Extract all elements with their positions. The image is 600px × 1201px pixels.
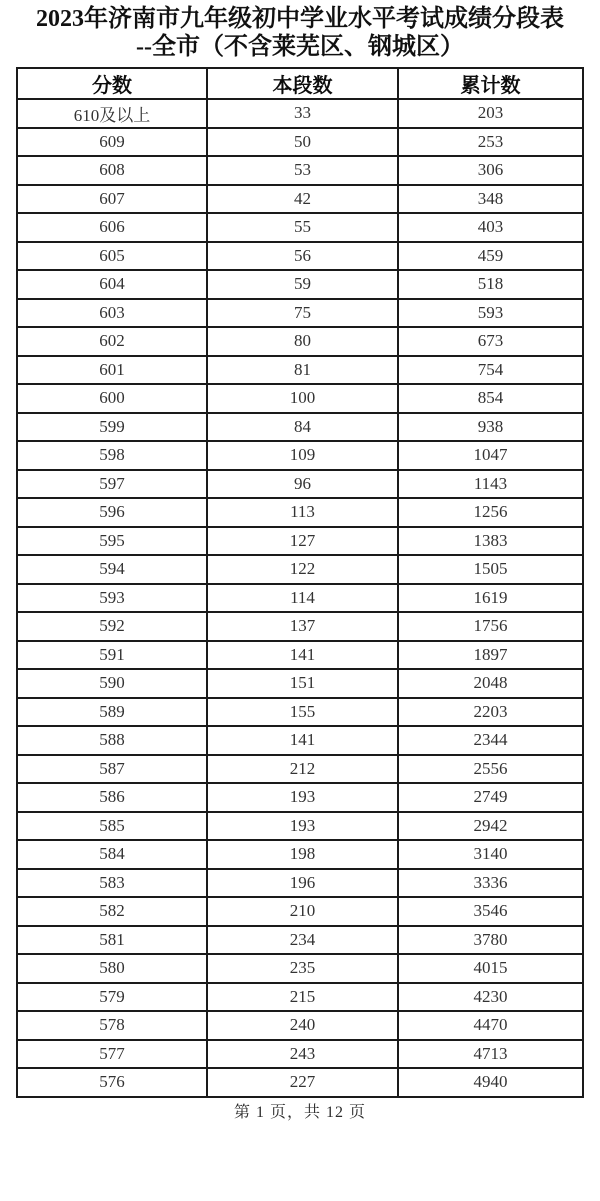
score-cell: 587 [17, 755, 207, 784]
segment-count-cell: 84 [207, 413, 398, 442]
segment-count-cell: 75 [207, 299, 398, 328]
cumulative-count-cell: 1383 [398, 527, 583, 556]
table-row [17, 954, 583, 983]
segment-count-cell: 114 [207, 584, 398, 613]
cumulative-count-cell: 673 [398, 327, 583, 356]
page-number-footer: 第 1 页，共 12 页 [233, 1103, 366, 1121]
segment-count-cell: 243 [207, 1040, 398, 1069]
segment-count-cell: 109 [207, 441, 398, 470]
cumulative-count-cell: 2749 [398, 783, 583, 812]
score-cell: 599 [17, 413, 207, 442]
cumulative-count-cell: 1756 [398, 612, 583, 641]
score-cell: 586 [17, 783, 207, 812]
cumulative-count-cell: 1143 [398, 470, 583, 499]
segment-count-cell: 80 [207, 327, 398, 356]
table-row [17, 783, 583, 812]
table-row [17, 755, 583, 784]
table-row [17, 926, 583, 955]
table-row [17, 356, 583, 385]
cumulative-count-cell: 4470 [398, 1011, 583, 1040]
score-cell: 588 [17, 726, 207, 755]
cumulative-count-cell: 754 [398, 356, 583, 385]
score-cell: 609 [17, 128, 207, 157]
table-row [17, 612, 583, 641]
table-row [17, 242, 583, 271]
segment-count-cell: 235 [207, 954, 398, 983]
segment-count-cell: 53 [207, 156, 398, 185]
table-row [17, 584, 583, 613]
score-cell: 589 [17, 698, 207, 727]
cumulative-count-cell: 938 [398, 413, 583, 442]
cumulative-count-cell: 4015 [398, 954, 583, 983]
table-row [17, 1068, 583, 1097]
score-cell: 600 [17, 384, 207, 413]
cumulative-count-cell: 1505 [398, 555, 583, 584]
segment-count-cell: 240 [207, 1011, 398, 1040]
cumulative-count-cell: 306 [398, 156, 583, 185]
document-title [0, 0, 600, 62]
segment-count-cell: 210 [207, 897, 398, 926]
table-row [17, 840, 583, 869]
cumulative-count-cell: 253 [398, 128, 583, 157]
table-row [17, 156, 583, 185]
score-table-body [17, 99, 583, 1097]
score-cell: 604 [17, 270, 207, 299]
segment-count-cell: 55 [207, 213, 398, 242]
score-cell: 597 [17, 470, 207, 499]
segment-count-cell: 155 [207, 698, 398, 727]
score-cell: 603 [17, 299, 207, 328]
segment-count-cell: 100 [207, 384, 398, 413]
table-row [17, 384, 583, 413]
table-row [17, 669, 583, 698]
table-row [17, 99, 583, 128]
title-line-1: 2023年济南市九年级初中学业水平考试成绩分段表 [36, 6, 564, 32]
segment-count-cell: 193 [207, 812, 398, 841]
cumulative-count-cell: 1619 [398, 584, 583, 613]
table-row [17, 698, 583, 727]
table-row [17, 185, 583, 214]
segment-count-cell: 137 [207, 612, 398, 641]
score-cell: 598 [17, 441, 207, 470]
score-cell: 593 [17, 584, 207, 613]
score-cell: 595 [17, 527, 207, 556]
table-row [17, 555, 583, 584]
segment-count-cell: 33 [207, 99, 398, 128]
cumulative-count-cell: 3546 [398, 897, 583, 926]
score-cell: 578 [17, 1011, 207, 1040]
table-row [17, 983, 583, 1012]
table-row [17, 327, 583, 356]
table-row [17, 441, 583, 470]
table-row [17, 213, 583, 242]
score-cell: 590 [17, 669, 207, 698]
title-line-2: --全市（不含莱芜区、钢城区） [136, 34, 464, 60]
table-row [17, 897, 583, 926]
cumulative-count-cell: 4230 [398, 983, 583, 1012]
table-row [17, 470, 583, 499]
cumulative-count-cell: 1047 [398, 441, 583, 470]
segment-count-cell: 122 [207, 555, 398, 584]
table-row [17, 128, 583, 157]
segment-count-cell: 127 [207, 527, 398, 556]
score-cell: 605 [17, 242, 207, 271]
table-row [17, 869, 583, 898]
segment-count-cell: 196 [207, 869, 398, 898]
table-row [17, 1011, 583, 1040]
score-cell: 591 [17, 641, 207, 670]
segment-count-cell: 113 [207, 498, 398, 527]
score-cell: 601 [17, 356, 207, 385]
cumulative-count-cell: 459 [398, 242, 583, 271]
cumulative-count-cell: 2203 [398, 698, 583, 727]
score-cell: 606 [17, 213, 207, 242]
score-cell: 576 [17, 1068, 207, 1097]
cumulative-count-cell: 1897 [398, 641, 583, 670]
header-score: 分数 [17, 68, 207, 99]
table-row [17, 1040, 583, 1069]
score-cell: 610及以上 [17, 99, 207, 128]
score-cell: 583 [17, 869, 207, 898]
cumulative-count-cell: 403 [398, 213, 583, 242]
cumulative-count-cell: 3780 [398, 926, 583, 955]
cumulative-count-cell: 4940 [398, 1068, 583, 1097]
table-row [17, 498, 583, 527]
cumulative-count-cell: 1256 [398, 498, 583, 527]
header-segment-count: 本段数 [207, 68, 398, 99]
score-table-header [17, 68, 583, 99]
cumulative-count-cell: 4713 [398, 1040, 583, 1069]
score-cell: 607 [17, 185, 207, 214]
segment-count-cell: 215 [207, 983, 398, 1012]
cumulative-count-cell: 2344 [398, 726, 583, 755]
score-cell: 579 [17, 983, 207, 1012]
segment-count-cell: 193 [207, 783, 398, 812]
segment-count-cell: 59 [207, 270, 398, 299]
table-row [17, 726, 583, 755]
cumulative-count-cell: 854 [398, 384, 583, 413]
cumulative-count-cell: 3336 [398, 869, 583, 898]
score-cell: 602 [17, 327, 207, 356]
cumulative-count-cell: 3140 [398, 840, 583, 869]
table-row [17, 270, 583, 299]
table-row [17, 413, 583, 442]
cumulative-count-cell: 2942 [398, 812, 583, 841]
segment-count-cell: 96 [207, 470, 398, 499]
table-row [17, 299, 583, 328]
segment-count-cell: 50 [207, 128, 398, 157]
segment-count-cell: 56 [207, 242, 398, 271]
score-cell: 580 [17, 954, 207, 983]
table-row [17, 641, 583, 670]
cumulative-count-cell: 348 [398, 185, 583, 214]
cumulative-count-cell: 593 [398, 299, 583, 328]
score-cell: 596 [17, 498, 207, 527]
cumulative-count-cell: 2048 [398, 669, 583, 698]
segment-count-cell: 141 [207, 641, 398, 670]
score-cell: 592 [17, 612, 207, 641]
header-row [17, 68, 583, 99]
segment-count-cell: 212 [207, 755, 398, 784]
segment-count-cell: 198 [207, 840, 398, 869]
score-table [16, 67, 584, 1098]
segment-count-cell: 81 [207, 356, 398, 385]
segment-count-cell: 227 [207, 1068, 398, 1097]
score-cell: 584 [17, 840, 207, 869]
score-cell: 581 [17, 926, 207, 955]
table-row [17, 527, 583, 556]
cumulative-count-cell: 2556 [398, 755, 583, 784]
header-cumulative-count: 累计数 [398, 68, 583, 99]
score-cell: 582 [17, 897, 207, 926]
segment-count-cell: 151 [207, 669, 398, 698]
segment-count-cell: 141 [207, 726, 398, 755]
score-cell: 608 [17, 156, 207, 185]
segment-count-cell: 42 [207, 185, 398, 214]
segment-count-cell: 234 [207, 926, 398, 955]
score-cell: 594 [17, 555, 207, 584]
score-cell: 585 [17, 812, 207, 841]
score-cell: 577 [17, 1040, 207, 1069]
cumulative-count-cell: 203 [398, 99, 583, 128]
table-row [17, 812, 583, 841]
cumulative-count-cell: 518 [398, 270, 583, 299]
